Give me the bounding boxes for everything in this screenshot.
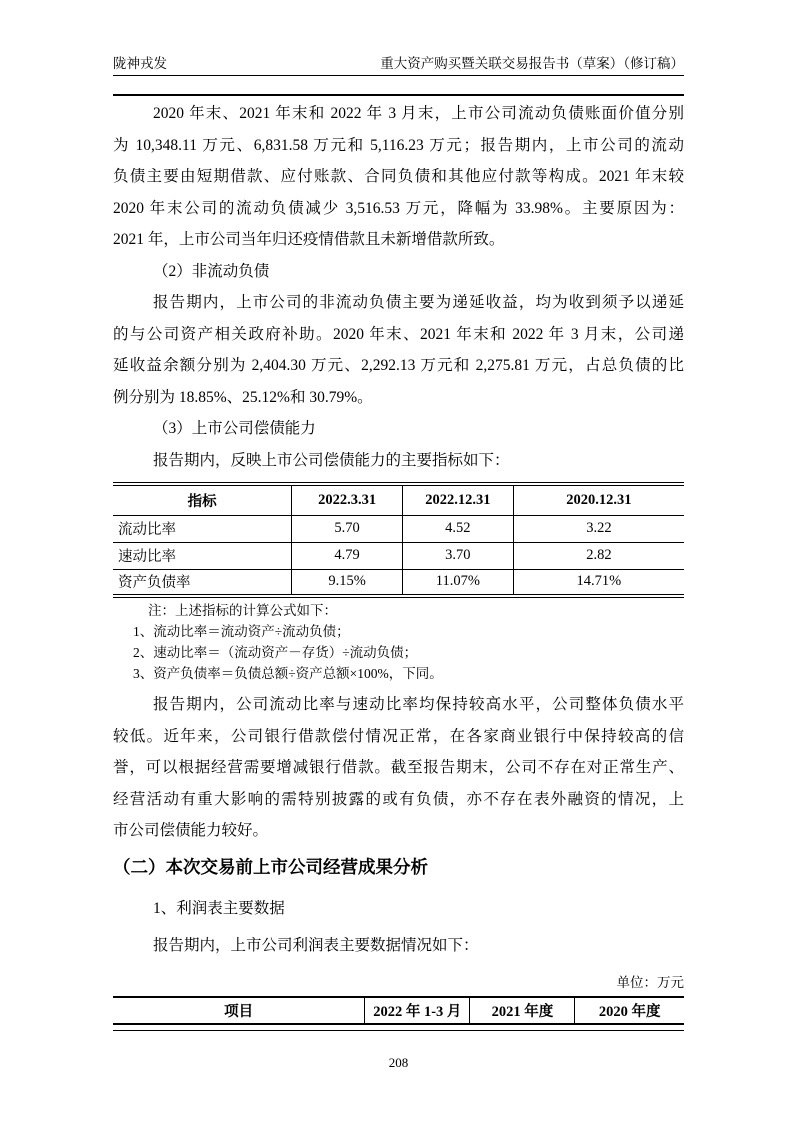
table-cell: 速动比率: [113, 542, 292, 569]
text-line: 经营活动有重大影响的需特别披露的或有负债，亦不存在表外融资的情况，上: [113, 790, 684, 808]
table-cell: 14.71%: [576, 573, 622, 590]
text-line: 3、资产负债率＝负债总额÷资产总额×100%，下同。: [133, 666, 443, 681]
text-line: 负债主要由短期借款、应付账款、合同负债和其他应付款等构成。2021 年末较: [113, 168, 684, 185]
document-body: [113, 98, 684, 1071]
table-header-row: [113, 997, 684, 1024]
table-cell: 9.15%: [292, 569, 403, 596]
table-notes: [113, 600, 684, 684]
indicator-table: [113, 482, 684, 598]
text-line: 为 10,348.11 万元、6,831.58 万元和 5,116.23 万元；报告期内，上市公司的流动: [113, 136, 684, 154]
text-line: 市公司偿债能力较好。: [113, 822, 269, 839]
header-report-title: 重大资产购买暨关联交易报告书（草案）（修订稿）: [380, 56, 684, 71]
text-line: 延收益余额分别为 2,404.30 万元、2,292.13 万元和 2,275.81 万元，占总负债的比: [113, 357, 684, 374]
page-footer: [113, 1055, 684, 1071]
table-continuation-rule: [113, 1030, 684, 1031]
text-line: 誉，可以根据经营需要增减银行借款。截至报告期末，公司不存在对正常生产、: [113, 759, 684, 776]
paragraph-current-liabilities: [113, 98, 684, 256]
running-header: [113, 56, 684, 72]
page-number: 208: [388, 1054, 409, 1070]
table-row: [113, 515, 684, 542]
table-row: [113, 569, 684, 596]
text-line: 2021 年，上市公司当年归还疫情借款且未新增借款所致。: [113, 231, 505, 248]
unit-label: 单位：万元: [616, 974, 684, 990]
table-cell: 3.70: [402, 542, 513, 569]
text-line: 注：上述指标的计算公式如下：: [148, 603, 337, 618]
table-cell: 4.52: [402, 515, 513, 542]
text-line: 较低。近年来，公司银行借款偿付情况正常，在各家商业银行中保持较高的信: [113, 727, 684, 745]
column-header-2022-12-31: 2022.12.31: [402, 484, 513, 515]
profit-table: [113, 996, 684, 1025]
indicator-table-body: [113, 515, 684, 596]
text-line: 2020 年末公司的流动负债减少 3,516.53 万元，降幅为 33.98%。主要原因为：: [113, 199, 684, 217]
section-heading-operating-results: （二）本次交易前上市公司经营成果分析: [113, 856, 428, 877]
table-row: [113, 542, 684, 569]
header-company-name: 陇神戎发: [113, 56, 167, 71]
text-line: 的与公司资产相关政府补助。2020 年末、2021 年末和 2022 年 3 月末，公司递: [113, 325, 684, 343]
text-line: 例分别为 18.85%、25.12%和 30.79%。: [113, 388, 373, 406]
column-header-2020-12-31: 2020.12.31: [513, 484, 684, 515]
text-line: 2、速动比率＝（流动资产－存货）÷流动负债；: [133, 645, 418, 660]
paragraph-solvency-leadin: 报告期内，反映上市公司偿债能力的主要指标如下：: [153, 451, 510, 469]
paragraph-solvency-analysis: [113, 689, 684, 847]
profit-table-head: [113, 997, 684, 1024]
paragraph-income-leadin: 报告期内，上市公司利润表主要数据情况如下：: [153, 937, 479, 954]
table-cell: 流动比率: [113, 515, 292, 542]
heading-solvency: （3）上市公司偿债能力: [153, 420, 316, 437]
sub-item-income-statement: 1、利润表主要数据: [153, 899, 285, 917]
indicator-table-head: [113, 484, 684, 515]
table-cell: 2.82: [513, 542, 684, 569]
table-header-row: [113, 484, 684, 515]
table-cell: 5.70: [292, 515, 403, 542]
text-line: 报告期内，公司流动比率与速动比率均保持较高水平，公司整体负债水平: [153, 696, 684, 713]
column-header-indicator: 指标: [113, 484, 292, 515]
column-header-2021: 2021 年度: [470, 997, 575, 1024]
table-cell: 资产负债率: [113, 569, 292, 596]
text-line: 1、流动比率＝流动资产÷流动负债；: [133, 624, 350, 639]
header-rule-thin: [113, 75, 684, 76]
column-header-2022-q1: 2022 年 1-3 月: [365, 997, 470, 1024]
indicator-table-wrap: [113, 482, 684, 598]
profit-table-wrap: [113, 996, 684, 1031]
table-cell: 3.22: [513, 515, 684, 542]
column-header-item: 项目: [113, 997, 365, 1024]
header-rule-thick: [113, 94, 684, 96]
column-header-2020: 2020 年度: [598, 1003, 661, 1020]
text-line: 报告期内，上市公司的非流动负债主要为递延收益，均为收到须予以递延: [153, 294, 684, 311]
table-cell: 11.07%: [402, 569, 513, 596]
paragraph-deferred-income: [113, 287, 684, 413]
heading-noncurrent-liabilities: （2）非流动负债: [153, 262, 270, 280]
table-cell: 4.79: [292, 542, 403, 569]
text-line: 2020 年末、2021 年末和 2022 年 3 月末，上市公司流动负债账面价值分别: [153, 105, 684, 122]
column-header-2022-3-31: 2022.3.31: [292, 484, 403, 515]
